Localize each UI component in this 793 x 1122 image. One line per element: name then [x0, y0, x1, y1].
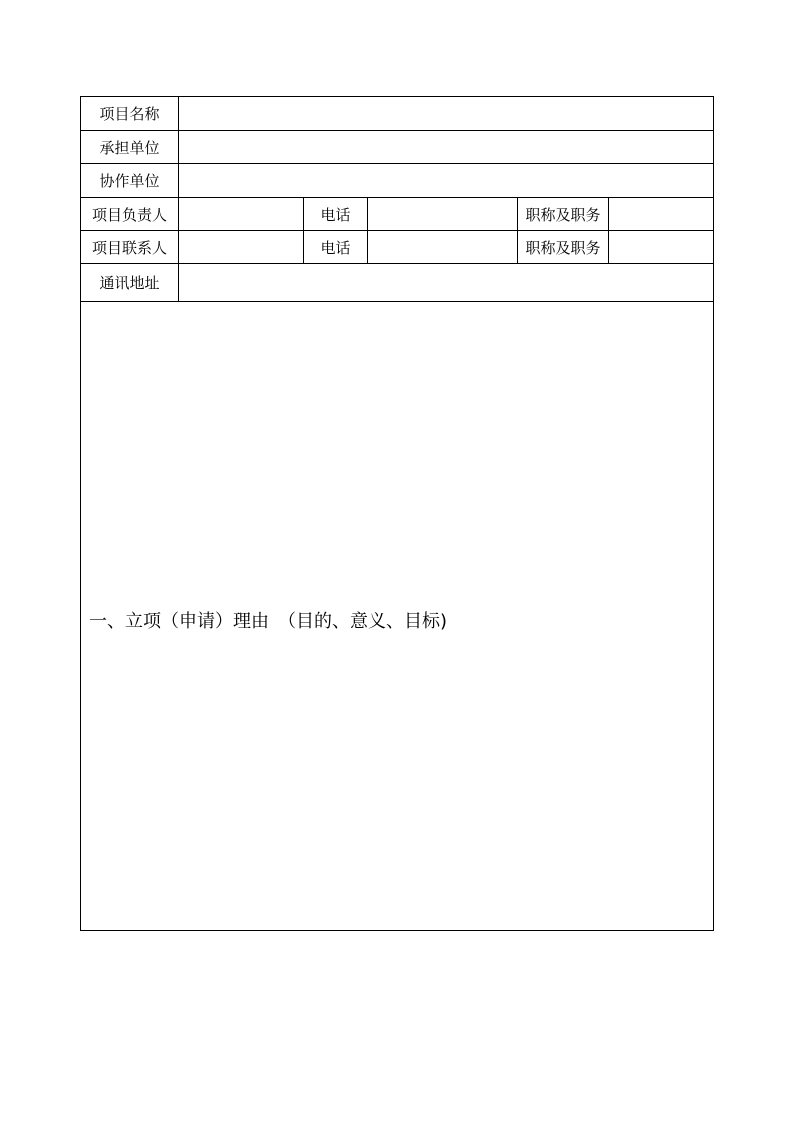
leader-phone-field[interactable] — [368, 198, 518, 231]
project-contact-field[interactable] — [179, 231, 304, 264]
undertaking-unit-label: 承担单位 — [81, 131, 179, 164]
row-cooperating-unit — [81, 164, 714, 198]
project-leader-field[interactable] — [179, 198, 304, 231]
contact-phone-label: 电话 — [304, 231, 368, 264]
row-section-one — [81, 302, 714, 931]
row-project-contact — [81, 231, 714, 264]
mailing-address-field[interactable] — [179, 264, 714, 302]
row-project-name — [81, 97, 714, 131]
contact-phone-field[interactable] — [368, 231, 518, 264]
cooperating-unit-label: 协作单位 — [81, 164, 179, 198]
project-name-label: 项目名称 — [81, 97, 179, 131]
row-mailing-address — [81, 264, 714, 302]
row-undertaking-unit — [81, 131, 714, 164]
leader-title-label: 职称及职务 — [518, 198, 609, 231]
cooperating-unit-field[interactable] — [179, 164, 714, 198]
leader-title-field[interactable] — [609, 198, 714, 231]
project-contact-label: 项目联系人 — [81, 231, 179, 264]
leader-phone-label: 电话 — [304, 198, 368, 231]
undertaking-unit-field[interactable] — [179, 131, 714, 164]
section-one-heading: 一、立项（申请）理由 （目的、意义、目标) — [89, 611, 448, 632]
project-application-form — [80, 96, 714, 931]
mailing-address-label: 通讯地址 — [81, 264, 179, 302]
row-project-leader — [81, 198, 714, 231]
project-leader-label: 项目负责人 — [81, 198, 179, 231]
project-name-field[interactable] — [179, 97, 714, 131]
contact-title-label: 职称及职务 — [518, 231, 609, 264]
contact-title-field[interactable] — [609, 231, 714, 264]
section-one-cell[interactable] — [81, 302, 714, 931]
